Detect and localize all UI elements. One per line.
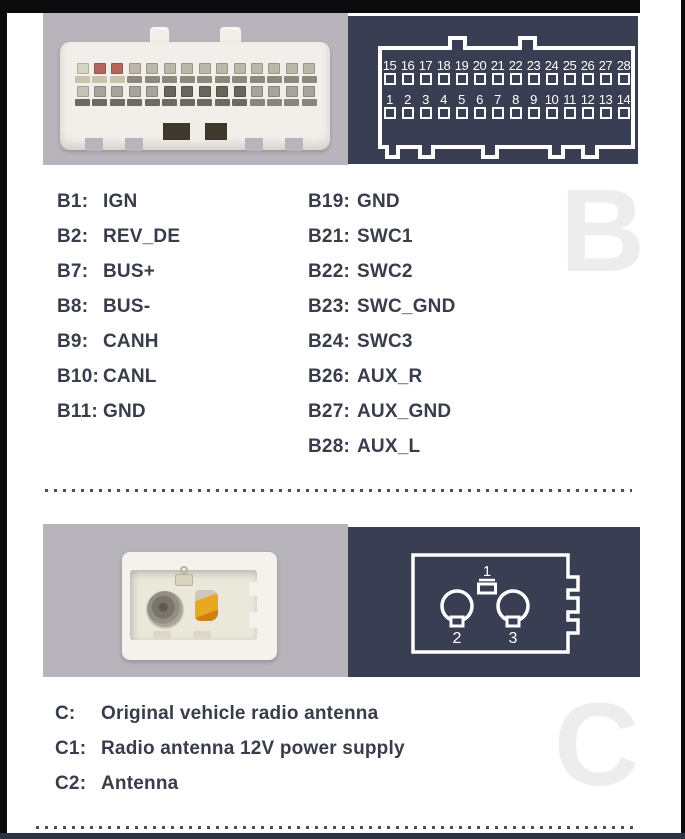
photo-pin-slot [127, 76, 142, 83]
photo-pin [232, 63, 247, 83]
photo-pin-contact [129, 86, 141, 97]
pin-number: 26 [580, 58, 595, 73]
photo-pin-slot [92, 76, 107, 83]
pin-cell [509, 93, 522, 119]
right-frame-strip [681, 0, 685, 833]
pin-socket-icon [438, 107, 450, 119]
photo-pin-slot [232, 99, 247, 106]
connector-c-outline-drawing [348, 527, 640, 677]
pin-function: Radio antenna 12V power supply [101, 738, 405, 759]
pin-entry [57, 366, 180, 401]
pin-socket-icon [546, 73, 558, 85]
pin-number: 4 [440, 92, 447, 107]
photo-pin-slot [232, 76, 247, 83]
pin-number: 24 [544, 58, 559, 73]
pin-id: B22: [308, 261, 350, 282]
photo-pin-contact [216, 63, 228, 74]
pin-entry [57, 296, 180, 331]
pin-id: B24: [308, 331, 350, 352]
connector-c-photo-clip [175, 574, 193, 586]
photo-pin [92, 86, 107, 106]
photo-pin [162, 63, 177, 83]
pin-socket-icon [600, 107, 612, 119]
photo-pin [302, 63, 317, 83]
photo-pin [127, 63, 142, 83]
photo-pin-contact [303, 63, 315, 74]
pin-cell [599, 93, 612, 119]
photo-pin [302, 86, 317, 106]
pin-cell [455, 59, 468, 85]
pin-cell [473, 93, 486, 119]
pin-1-number: 1 [482, 563, 492, 580]
photo-pin [284, 63, 299, 83]
photo-pin-contact [111, 63, 123, 74]
pin-function: GND [103, 401, 146, 422]
pin-function: Antenna [101, 773, 179, 794]
pin-entry [308, 401, 456, 436]
connector-c-photo-step [249, 582, 271, 596]
bottom-divider [36, 826, 637, 829]
pin-id: B7: [57, 261, 89, 282]
connector-b-photo-pins [75, 63, 317, 109]
pin-function: SWC2 [357, 261, 413, 282]
pin-socket-icon [474, 107, 486, 119]
pin-entry [57, 401, 180, 436]
photo-pin [250, 86, 265, 106]
connector-c-photo-clip-ring [180, 566, 188, 574]
photo-pin-slot [215, 99, 230, 106]
pin-number: 28 [616, 58, 631, 73]
pin-number: 2 [404, 92, 411, 107]
pin-number: 20 [472, 58, 487, 73]
pin-function: CANL [103, 366, 157, 387]
pin-socket-icon [564, 107, 576, 119]
connector-c-photo [43, 524, 348, 677]
photo-pin-contact [234, 86, 246, 97]
pin-entry [308, 436, 456, 471]
photo-pin-contact [111, 86, 123, 97]
photo-pin-row-upper [75, 63, 317, 83]
photo-pin [267, 86, 282, 106]
pin-number: 18 [436, 58, 451, 73]
pin-entry [55, 738, 405, 773]
pin-number: 13 [598, 92, 613, 107]
pin-socket-icon [618, 73, 630, 85]
pin-entry [308, 331, 456, 366]
pin-row-15-28 [382, 59, 631, 85]
pin-cell [563, 93, 576, 119]
pin-socket-icon [510, 107, 522, 119]
photo-pin [197, 86, 212, 106]
photo-pin-slot [180, 76, 195, 83]
pin-id: C2: [55, 773, 87, 794]
pin-cell [401, 93, 414, 119]
pin-number: 11 [563, 92, 576, 107]
pin-cell [545, 93, 558, 119]
pin-entry [55, 703, 405, 738]
photo-pin [180, 63, 195, 83]
connector-b-photo-notch [285, 138, 303, 151]
photo-pin-contact [77, 86, 89, 97]
pin-entry [308, 296, 456, 331]
photo-pin-row-lower [75, 86, 317, 106]
pin-socket-icon [420, 107, 432, 119]
photo-pin-slot [302, 76, 317, 83]
connector-b-photo-notch [125, 138, 143, 151]
photo-pin [145, 86, 160, 106]
pin-function: CANH [103, 331, 159, 352]
photo-pin-contact [181, 86, 193, 97]
pin-entry [57, 261, 180, 296]
pin-cell [617, 93, 630, 119]
connector-c-photo-keyed-terminal [195, 590, 218, 621]
pin-number: 8 [512, 92, 519, 107]
pin-entry [57, 226, 180, 261]
pin-cell [419, 59, 432, 85]
connector-c-photo-coax-barrel [147, 591, 183, 627]
pin-id: B28: [308, 436, 350, 457]
photo-pin [267, 63, 282, 83]
pin-number: 7 [494, 92, 501, 107]
pin-cell [401, 59, 414, 85]
pin-socket-icon [492, 107, 504, 119]
pin-cell [437, 93, 450, 119]
pin-cell [491, 59, 504, 85]
pin-row-1-14 [382, 93, 631, 119]
photo-pin-contact [286, 86, 298, 97]
pin-socket-icon [456, 73, 468, 85]
connector-c-photo-tab [153, 631, 171, 639]
connector-b-pin-list-left [57, 191, 180, 436]
pin-function: SWC_GND [357, 296, 456, 317]
connector-b-outline-drawing [348, 16, 638, 164]
photo-pin-contact [94, 63, 106, 74]
connector-c-pin-diagram [348, 527, 640, 677]
pin-number: 23 [526, 58, 541, 73]
pin-number: 9 [530, 92, 537, 107]
pin-function: AUX_L [357, 436, 421, 457]
pin-number: 27 [598, 58, 613, 73]
pin-function: REV_DE [103, 226, 181, 247]
photo-pin [180, 86, 195, 106]
photo-pin-slot [145, 99, 160, 106]
photo-pin-contact [268, 86, 280, 97]
photo-pin-contact [146, 86, 158, 97]
photo-pin-slot [127, 99, 142, 106]
pin-1-socket-icon [479, 584, 496, 593]
photo-pin [284, 86, 299, 106]
pin-entry [308, 226, 456, 261]
connector-b-photo-notch [85, 138, 103, 151]
top-frame-strip [0, 0, 640, 13]
pin-id: B23: [308, 296, 350, 317]
photo-pin-slot [75, 99, 90, 106]
connector-c-outline [413, 555, 578, 652]
pin-cell [563, 59, 576, 85]
pin-cell [581, 93, 594, 119]
pin-function: AUX_GND [357, 401, 452, 422]
pin-number: 12 [580, 92, 595, 107]
pin-socket-icon [492, 73, 504, 85]
pin-function: Original vehicle radio antenna [101, 703, 379, 724]
connector-c-photo-step [249, 612, 271, 628]
pin-number: 21 [490, 58, 505, 73]
pin-2-number: 2 [452, 630, 462, 647]
photo-pin-slot [162, 99, 177, 106]
pin-id: B11: [57, 401, 98, 422]
photo-pin-slot [197, 99, 212, 106]
pin-socket-icon [510, 73, 522, 85]
photo-pin [92, 63, 107, 83]
photo-pin-slot [75, 76, 90, 83]
pin-socket-icon [582, 107, 594, 119]
pin-number: 22 [508, 58, 523, 73]
pin-socket-icon [528, 107, 540, 119]
photo-pin-slot [162, 76, 177, 83]
pin-cell [545, 59, 558, 85]
pin-id: B8: [57, 296, 89, 317]
photo-pin [145, 63, 160, 83]
photo-pin-slot [215, 76, 230, 83]
pin-id: B9: [57, 331, 89, 352]
pin-2-key-notch [451, 617, 463, 626]
pin-number: 14 [616, 92, 631, 107]
pin-entry [308, 261, 456, 296]
pin-cell [473, 59, 486, 85]
pin-number: 6 [476, 92, 483, 107]
bottom-bar [0, 833, 685, 839]
pin-cell [383, 59, 396, 85]
pin-cell [527, 93, 540, 119]
pin-cell [491, 93, 504, 119]
pin-function: SWC1 [357, 226, 413, 247]
pin-socket-icon [474, 73, 486, 85]
photo-pin-contact [181, 63, 193, 74]
pin-socket-icon [600, 73, 612, 85]
pin-cell [437, 59, 450, 85]
pin-function: IGN [103, 191, 138, 212]
section-b-watermark: B [560, 165, 646, 297]
photo-pin [197, 63, 212, 83]
photo-pin-slot [180, 99, 195, 106]
pin-socket-icon [528, 73, 540, 85]
pin-id: B1: [57, 191, 89, 212]
photo-pin-slot [250, 76, 265, 83]
pin-number: 25 [562, 58, 577, 73]
pin-entry [57, 191, 180, 226]
pin-socket-icon [582, 73, 594, 85]
pin-socket-icon [402, 73, 414, 85]
pin-3-key-notch [507, 617, 519, 626]
photo-pin-contact [286, 63, 298, 74]
photo-pin-contact [303, 86, 315, 97]
photo-pin-slot [197, 76, 212, 83]
pin-socket-icon [618, 107, 630, 119]
pin-socket-icon [420, 73, 432, 85]
pin-function: AUX_R [357, 366, 423, 387]
photo-pin-slot [302, 99, 317, 106]
photo-pin [75, 63, 90, 83]
pin-number: 15 [382, 58, 397, 73]
pin-socket-icon [384, 73, 396, 85]
photo-pin [75, 86, 90, 106]
pin-number: 1 [386, 92, 393, 107]
pin-number: 17 [418, 58, 433, 73]
pin-entry [55, 773, 405, 808]
pin-number: 5 [458, 92, 465, 107]
connector-c-pin-list [55, 703, 405, 808]
photo-pin-contact [164, 86, 176, 97]
photo-pin-contact [268, 63, 280, 74]
pin-id: B10: [57, 366, 99, 387]
pin-socket-icon [546, 107, 558, 119]
pin-id: B27: [308, 401, 350, 422]
photo-pin [232, 86, 247, 106]
photo-pin [162, 86, 177, 106]
pin-cell [617, 59, 630, 85]
pin-function: GND [357, 191, 400, 212]
photo-pin-contact [164, 63, 176, 74]
connector-b-photo [43, 13, 348, 165]
pin-id: C1: [55, 738, 87, 759]
pin-number: 10 [544, 92, 559, 107]
photo-pin-slot [92, 99, 107, 106]
photo-pin-contact [94, 86, 106, 97]
photo-pin-contact [234, 63, 246, 74]
photo-pin-contact [146, 63, 158, 74]
photo-pin-contact [199, 86, 211, 97]
photo-pin-slot [145, 76, 160, 83]
pin-cell [527, 59, 540, 85]
pin-entry [57, 331, 180, 366]
photo-pin-slot [267, 76, 282, 83]
photo-pin-slot [284, 76, 299, 83]
connector-b-photo-notch [245, 138, 263, 151]
photo-pin-contact [251, 86, 263, 97]
pin-3-number: 3 [508, 630, 518, 647]
connector-b-pin-diagram [348, 16, 638, 164]
photo-pin-slot [110, 76, 125, 83]
photo-pin-slot [250, 99, 265, 106]
pin-function: BUS+ [103, 261, 156, 282]
pin-id: B21: [308, 226, 350, 247]
pin-id: B2: [57, 226, 89, 247]
pin-number: 19 [454, 58, 469, 73]
pin-number: 3 [422, 92, 429, 107]
pin-cell [383, 93, 396, 119]
pin-socket-icon [564, 73, 576, 85]
pin-entry [308, 366, 456, 401]
pin-socket-icon [438, 73, 450, 85]
pin-number: 16 [400, 58, 415, 73]
pin-socket-icon [402, 107, 414, 119]
pin-socket-icon [456, 107, 468, 119]
pin-function: BUS- [103, 296, 151, 317]
photo-pin-contact [199, 63, 211, 74]
photo-pin-slot [267, 99, 282, 106]
pin-socket-icon [384, 107, 396, 119]
pin-cell [509, 59, 522, 85]
section-divider [45, 489, 632, 492]
pin-cell [581, 59, 594, 85]
section-c-watermark: C [554, 679, 640, 811]
connector-c-photo-tab [193, 631, 211, 639]
pin-id: B19: [308, 191, 350, 212]
photo-pin [215, 63, 230, 83]
left-frame-strip [0, 0, 7, 833]
pin-cell [455, 93, 468, 119]
photo-pin-contact [77, 63, 89, 74]
photo-pin-slot [110, 99, 125, 106]
pin-id: C: [55, 703, 76, 724]
photo-pin [110, 86, 125, 106]
photo-pin-contact [251, 63, 263, 74]
connector-b-pin-list-right [308, 191, 456, 471]
photo-pin [127, 86, 142, 106]
pin-cell [419, 93, 432, 119]
pin-function: SWC3 [357, 331, 413, 352]
photo-pin-slot [284, 99, 299, 106]
photo-pin [110, 63, 125, 83]
photo-pin-contact [129, 63, 141, 74]
photo-pin-contact [216, 86, 228, 97]
pin-entry [308, 191, 456, 226]
photo-pin [215, 86, 230, 106]
photo-pin [250, 63, 265, 83]
connector-b-photo-key-tab [190, 121, 205, 142]
pin-cell [599, 59, 612, 85]
pin-id: B26: [308, 366, 350, 387]
